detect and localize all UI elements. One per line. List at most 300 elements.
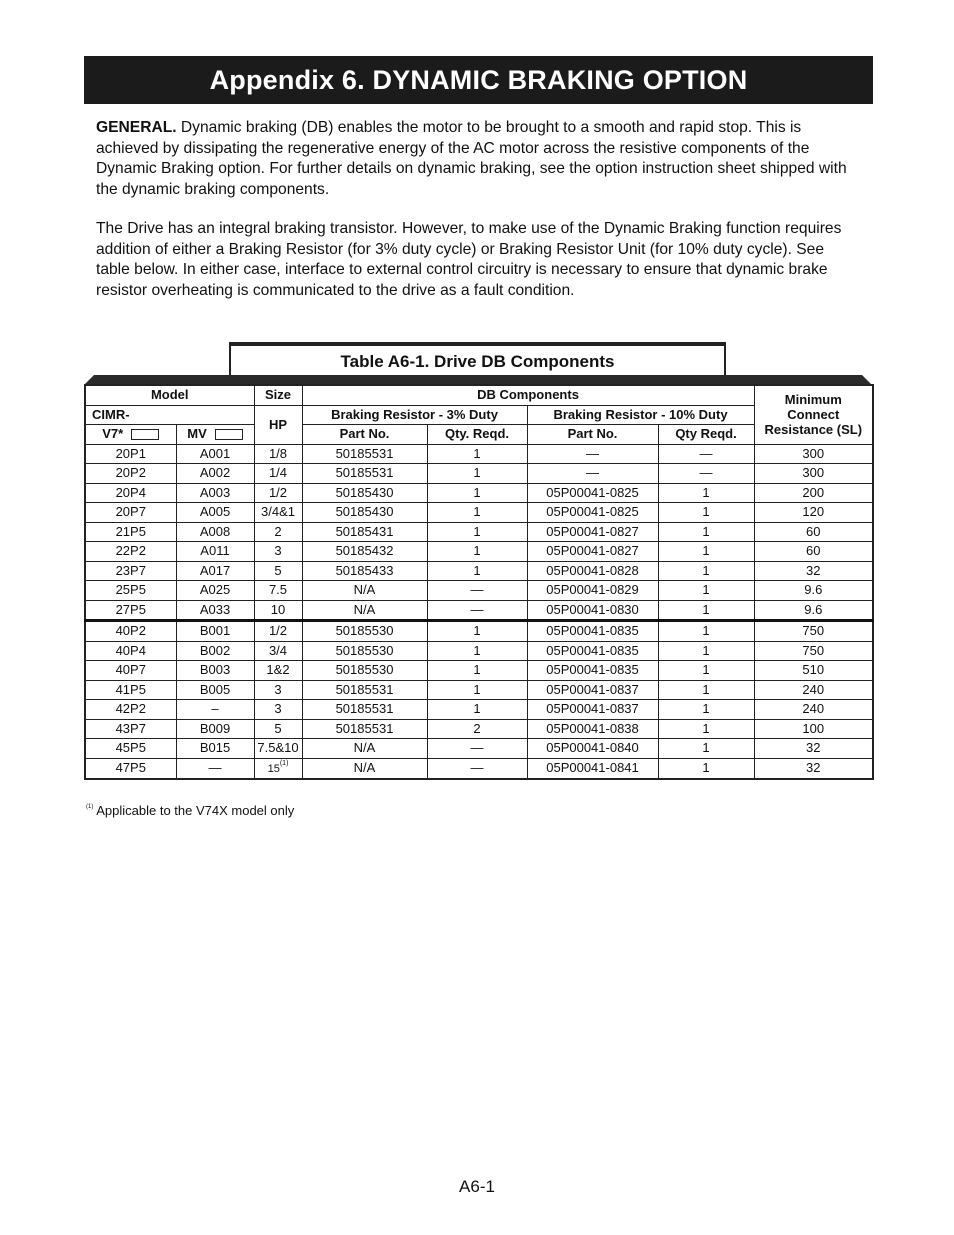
- cell-part-no-3: [302, 483, 427, 503]
- cell-part-no-10: [527, 464, 658, 484]
- cell-text: –: [211, 701, 219, 717]
- header-mv-label: MV: [187, 426, 207, 442]
- cell-text: B005: [199, 681, 231, 697]
- cell-min-resistance: [754, 719, 873, 739]
- cell-hp: [254, 444, 302, 464]
- cell-text: 1: [473, 662, 481, 678]
- cell-hp: [254, 542, 302, 562]
- cell-text: 05P00041-0828: [546, 562, 639, 578]
- cell-min-resistance: [754, 483, 873, 503]
- cell-part-no-3: [302, 503, 427, 523]
- cell-qty-10: [658, 641, 754, 661]
- cell-text: 1: [473, 642, 481, 658]
- cell-text: 2: [473, 720, 481, 736]
- cell-text: A003: [199, 484, 231, 500]
- footnote-text: Applicable to the V74X model only: [93, 803, 295, 818]
- cell-text: 50185531: [335, 465, 394, 481]
- cell-mv-model: [176, 758, 254, 779]
- cell-min-resistance: [754, 621, 873, 642]
- cell-text: —: [699, 445, 713, 461]
- cell-mv-model: [176, 621, 254, 642]
- cell-part-no-3: [302, 758, 427, 779]
- cell-text: 750: [802, 642, 825, 658]
- cell-text: 3: [274, 543, 282, 559]
- cell-text: 300: [802, 465, 825, 481]
- cell-text: 20P4: [115, 484, 146, 500]
- db-components-table: [84, 384, 874, 780]
- header-hp: HP: [254, 405, 302, 444]
- cell-part-no-10: [527, 600, 658, 621]
- cell-v7-model: [85, 503, 176, 523]
- cell-text: 05P00041-0840: [546, 740, 639, 756]
- cell-mv-model: [176, 542, 254, 562]
- header-min-resistance: Minimum Connect Resistance (SL): [754, 385, 873, 444]
- cell-qty-3: [427, 621, 527, 642]
- cell-part-no-3: [302, 464, 427, 484]
- cell-text: 20P1: [115, 445, 146, 461]
- cell-text: N/A: [353, 760, 376, 775]
- cell-v7-model: [85, 522, 176, 542]
- cell-part-no-10: [527, 503, 658, 523]
- cell-text: 1/4: [268, 465, 288, 481]
- footnote: [86, 803, 294, 818]
- cell-text: 05P00041-0835: [546, 662, 639, 678]
- cell-part-no-3: [302, 621, 427, 642]
- cell-part-no-3: [302, 641, 427, 661]
- cell-text: B002: [199, 642, 231, 658]
- footnote-mark: (1): [86, 804, 94, 810]
- header-db-components: DB Components: [302, 385, 754, 405]
- cell-text: 1: [473, 465, 481, 481]
- cell-hp: [254, 700, 302, 720]
- cell-text: 40P7: [115, 662, 146, 678]
- cell-text: —: [470, 582, 484, 598]
- cell-text: 9.6: [804, 582, 823, 598]
- cell-text: 1: [702, 601, 710, 617]
- table-row: [85, 680, 873, 700]
- cell-text: 1: [473, 445, 481, 461]
- cell-qty-3: [427, 561, 527, 581]
- table-row: [85, 700, 873, 720]
- cell-part-no-10: [527, 758, 658, 779]
- cell-qty-3: [427, 739, 527, 759]
- cell-text: 21P5: [115, 523, 146, 539]
- cell-mv-model: [176, 719, 254, 739]
- cell-qty-10: [658, 700, 754, 720]
- cell-part-no-10: [527, 641, 658, 661]
- table-row: [85, 661, 873, 681]
- cell-v7-model: [85, 719, 176, 739]
- cell-min-resistance: [754, 739, 873, 759]
- cell-text: 23P7: [115, 562, 146, 578]
- cell-text: 1: [473, 701, 481, 717]
- cell-text: 1: [473, 562, 481, 578]
- cell-text: 60: [806, 543, 821, 559]
- cell-text: 7.5: [268, 582, 288, 598]
- cell-text: 05P00041-0837: [546, 681, 639, 697]
- cell-text: N/A: [353, 601, 376, 617]
- cell-text: A033: [199, 601, 231, 617]
- cell-text: 3: [274, 701, 282, 717]
- cell-text: 1/8: [268, 445, 288, 461]
- cell-qty-3: [427, 680, 527, 700]
- cell-text: B001: [199, 623, 231, 639]
- cell-v7-model: [85, 680, 176, 700]
- cell-qty-10: [658, 483, 754, 503]
- cell-text: 1/2: [268, 623, 288, 639]
- cell-text: 50185430: [335, 484, 394, 500]
- cell-v7-model: [85, 542, 176, 562]
- cell-mv-model: [176, 700, 254, 720]
- cell-part-no-10: [527, 581, 658, 601]
- table-row: [85, 758, 873, 779]
- header-cimr: CIMR-: [85, 405, 254, 425]
- cell-part-no-10: [527, 483, 658, 503]
- cell-v7-model: [85, 581, 176, 601]
- cell-qty-3: [427, 700, 527, 720]
- cell-text: —: [586, 465, 599, 481]
- cell-mv-model: [176, 680, 254, 700]
- cell-text: A005: [199, 504, 231, 520]
- table-row: [85, 522, 873, 542]
- cell-qty-3: [427, 581, 527, 601]
- table-row: [85, 503, 873, 523]
- cell-text: 9.6: [804, 601, 823, 617]
- cell-text: 1: [702, 623, 710, 639]
- cell-mv-model: [176, 561, 254, 581]
- cell-text: 50185530: [335, 623, 394, 639]
- table-row: [85, 542, 873, 562]
- cell-qty-10: [658, 600, 754, 621]
- cell-min-resistance: [754, 758, 873, 779]
- cell-part-no-3: [302, 700, 427, 720]
- cell-part-no-3: [302, 444, 427, 464]
- cell-min-resistance: [754, 561, 873, 581]
- cell-text: 1: [702, 720, 710, 736]
- table-row: [85, 621, 873, 642]
- v7-box: [131, 429, 159, 440]
- cell-text: A001: [199, 445, 231, 461]
- hp-footnote-mark: (1): [279, 759, 289, 767]
- cell-min-resistance: [754, 600, 873, 621]
- cell-text: 20P7: [115, 504, 146, 520]
- cell-text: 1/2: [268, 484, 288, 500]
- cell-text: 40P2: [115, 623, 146, 639]
- page-title-bar: [84, 56, 873, 104]
- cell-text: 05P00041-0838: [546, 720, 639, 736]
- cell-text: 1: [702, 740, 710, 756]
- cell-part-no-10: [527, 621, 658, 642]
- cell-text: 50185531: [335, 701, 394, 717]
- cell-text: 32: [806, 760, 821, 775]
- cell-qty-10: [658, 758, 754, 779]
- header-qty-3: Qty. Reqd.: [427, 425, 527, 445]
- cell-text: 1: [702, 760, 710, 775]
- cell-text: 27P5: [115, 601, 146, 617]
- cell-qty-10: [658, 522, 754, 542]
- cell-qty-10: [658, 561, 754, 581]
- cell-text: 1: [702, 523, 710, 539]
- cell-text: A025: [199, 582, 231, 598]
- cell-mv-model: [176, 503, 254, 523]
- cell-part-no-3: [302, 600, 427, 621]
- cell-text: 2: [274, 523, 282, 539]
- cell-text: 05P00041-0829: [546, 582, 639, 598]
- cell-text: 3: [274, 681, 282, 697]
- cell-text: 240: [802, 701, 825, 717]
- cell-qty-10: [658, 739, 754, 759]
- header-v7: [85, 425, 176, 445]
- cell-mv-model: [176, 661, 254, 681]
- cell-v7-model: [85, 661, 176, 681]
- cell-qty-10: [658, 661, 754, 681]
- cell-min-resistance: [754, 680, 873, 700]
- cell-text: 32: [806, 740, 821, 756]
- cell-text: 50185432: [335, 543, 394, 559]
- cell-part-no-3: [302, 739, 427, 759]
- cell-qty-3: [427, 503, 527, 523]
- cell-text: 20P2: [115, 465, 146, 481]
- cell-min-resistance: [754, 661, 873, 681]
- cell-text: 240: [802, 681, 825, 697]
- cell-text: 5: [274, 720, 282, 736]
- cell-part-no-3: [302, 581, 427, 601]
- cell-text: 1: [702, 662, 710, 678]
- cell-mv-model: [176, 522, 254, 542]
- table-row: [85, 719, 873, 739]
- cell-part-no-3: [302, 542, 427, 562]
- cell-text: 50185531: [335, 720, 394, 736]
- cell-v7-model: [85, 739, 176, 759]
- cell-text: N/A: [353, 582, 376, 598]
- cell-mv-model: [176, 600, 254, 621]
- cell-qty-10: [658, 680, 754, 700]
- table-row: [85, 464, 873, 484]
- cell-text: B015: [199, 740, 231, 756]
- cell-text: 300: [802, 445, 825, 461]
- table-row: [85, 581, 873, 601]
- cell-text: 50185431: [335, 523, 394, 539]
- cell-qty-3: [427, 758, 527, 779]
- cell-text: 1: [702, 681, 710, 697]
- cell-min-resistance: [754, 641, 873, 661]
- cell-text: B003: [199, 662, 231, 678]
- table-row: [85, 600, 873, 621]
- header-part-no-3: Part No.: [302, 425, 427, 445]
- cell-part-no-10: [527, 739, 658, 759]
- cell-text: 05P00041-0835: [546, 623, 639, 639]
- cell-part-no-10: [527, 522, 658, 542]
- header-qty-10: Qty Reqd.: [658, 425, 754, 445]
- cell-text: 1: [702, 562, 710, 578]
- cell-part-no-10: [527, 542, 658, 562]
- cell-part-no-3: [302, 661, 427, 681]
- cell-v7-model: [85, 464, 176, 484]
- cell-qty-3: [427, 600, 527, 621]
- cell-text: 50185430: [335, 504, 394, 520]
- cell-text: —: [470, 760, 484, 775]
- cell-text: 25P5: [115, 582, 146, 598]
- cell-text: 05P00041-0837: [546, 701, 639, 717]
- general-label: GENERAL.: [96, 119, 177, 136]
- cell-text: 7.5&10: [257, 740, 299, 756]
- cell-text: 50185531: [335, 445, 394, 461]
- table-caption: Table A6-1. Drive DB Components: [229, 342, 726, 375]
- header-mv: [176, 425, 254, 445]
- cell-hp: [254, 522, 302, 542]
- cell-text: 1: [702, 504, 710, 520]
- cell-min-resistance: [754, 581, 873, 601]
- table-row: [85, 561, 873, 581]
- cell-hp: [254, 503, 302, 523]
- cell-text: 32: [806, 562, 821, 578]
- table-row: [85, 739, 873, 759]
- cell-hp: [254, 680, 302, 700]
- cell-text: 05P00041-0830: [546, 601, 639, 617]
- cell-part-no-10: [527, 561, 658, 581]
- cell-min-resistance: [754, 503, 873, 523]
- cell-text: A017: [199, 562, 231, 578]
- page-number: A6-1: [459, 1177, 495, 1196]
- cell-hp: [254, 641, 302, 661]
- cell-qty-10: [658, 719, 754, 739]
- drive-paragraph: The Drive has an integral braking transistor. However, to make use of the Dynamic Braking function requires addition of either a Braking Resistor (for 3% duty cycle) or Braking Resistor Unit (for 10% duty cycle). See table below. In either case, interface to external control circuitry is necessary to ensure that dynamic brake resistor overheating is communicated to the drive as a fault condition.: [96, 220, 842, 299]
- cell-text: 1: [473, 504, 481, 520]
- header-model: Model: [85, 385, 254, 405]
- cell-qty-10: [658, 621, 754, 642]
- cell-qty-10: [658, 464, 754, 484]
- cell-text: 5: [274, 562, 282, 578]
- cell-hp: [254, 739, 302, 759]
- cell-text: 1: [702, 484, 710, 500]
- cell-text: 22P2: [115, 543, 146, 559]
- cell-v7-model: [85, 758, 176, 779]
- cell-text: 15: [267, 762, 280, 775]
- cell-text: 40P4: [115, 642, 146, 658]
- cell-v7-model: [85, 641, 176, 661]
- cell-text: 3/4: [268, 642, 288, 658]
- cell-text: 47P5: [115, 760, 146, 775]
- cell-text: 120: [802, 504, 825, 520]
- cell-min-resistance: [754, 542, 873, 562]
- cell-text: —: [586, 445, 599, 461]
- cell-text: 05P00041-0835: [546, 642, 639, 658]
- cell-hp: [254, 621, 302, 642]
- cell-part-no-3: [302, 680, 427, 700]
- cell-mv-model: [176, 464, 254, 484]
- cell-hp: [254, 561, 302, 581]
- table-body: [85, 444, 873, 779]
- table-row: [85, 444, 873, 464]
- cell-hp: [254, 483, 302, 503]
- cell-qty-3: [427, 661, 527, 681]
- cell-text: 05P00041-0825: [546, 484, 639, 500]
- cell-qty-3: [427, 444, 527, 464]
- cell-min-resistance: [754, 522, 873, 542]
- cell-hp: [254, 719, 302, 739]
- cell-min-resistance: [754, 464, 873, 484]
- cell-text: 50185433: [335, 562, 394, 578]
- cell-text: 1: [702, 582, 710, 598]
- cell-v7-model: [85, 621, 176, 642]
- cell-text: A008: [199, 523, 231, 539]
- cell-text: 60: [806, 523, 821, 539]
- cell-text: 05P00041-0825: [546, 504, 639, 520]
- cell-text: 43P7: [115, 720, 146, 736]
- cell-text: A002: [199, 465, 231, 481]
- cell-v7-model: [85, 600, 176, 621]
- cell-text: —: [470, 601, 484, 617]
- cell-mv-model: [176, 483, 254, 503]
- cell-text: 05P00041-0827: [546, 543, 639, 559]
- cell-text: 1: [702, 701, 710, 717]
- cell-part-no-3: [302, 719, 427, 739]
- cell-text: —: [208, 760, 222, 775]
- cell-v7-model: [85, 483, 176, 503]
- cell-text: —: [470, 740, 484, 756]
- cell-text: 05P00041-0827: [546, 523, 639, 539]
- cell-text: 1&2: [266, 662, 290, 678]
- cell-hp: [254, 581, 302, 601]
- cell-text: 1: [702, 543, 710, 559]
- cell-text: 50185531: [335, 681, 394, 697]
- cell-qty-10: [658, 444, 754, 464]
- cell-text: N/A: [353, 740, 376, 756]
- cell-min-resistance: [754, 444, 873, 464]
- cell-text: 1: [473, 681, 481, 697]
- header-br3: Braking Resistor - 3% Duty: [302, 405, 527, 425]
- table-row: [85, 483, 873, 503]
- page-title: Appendix 6. DYNAMIC BRAKING OPTION: [209, 65, 748, 95]
- cell-part-no-10: [527, 661, 658, 681]
- cell-text: 10: [270, 601, 286, 617]
- cell-part-no-10: [527, 680, 658, 700]
- cell-hp: [254, 464, 302, 484]
- cell-text: 750: [802, 623, 825, 639]
- cell-text: 1: [702, 642, 710, 658]
- cell-text: 45P5: [115, 740, 146, 756]
- cell-part-no-3: [302, 522, 427, 542]
- cell-part-no-10: [527, 700, 658, 720]
- table-row: [85, 641, 873, 661]
- cell-text: 1: [473, 484, 481, 500]
- cell-qty-10: [658, 542, 754, 562]
- cell-text: 50185530: [335, 662, 394, 678]
- cell-text: A011: [200, 543, 230, 559]
- cell-qty-10: [658, 503, 754, 523]
- cell-mv-model: [176, 641, 254, 661]
- cell-text: —: [699, 465, 713, 481]
- cell-v7-model: [85, 444, 176, 464]
- cell-min-resistance: [754, 700, 873, 720]
- cell-text: 41P5: [115, 681, 146, 697]
- cell-text: 50185530: [335, 642, 394, 658]
- cell-v7-model: [85, 561, 176, 581]
- cell-text: B009: [199, 720, 231, 736]
- cell-hp: [254, 600, 302, 621]
- cell-text: 100: [802, 720, 825, 736]
- cell-qty-3: [427, 641, 527, 661]
- cell-text: 3/4&1: [261, 504, 295, 520]
- cell-part-no-3: [302, 561, 427, 581]
- cell-text: 1: [473, 623, 481, 639]
- cell-part-no-10: [527, 719, 658, 739]
- cell-mv-model: [176, 739, 254, 759]
- cell-hp: [254, 661, 302, 681]
- cell-text: 1: [473, 523, 481, 539]
- cell-qty-3: [427, 719, 527, 739]
- cell-text: 200: [802, 484, 825, 500]
